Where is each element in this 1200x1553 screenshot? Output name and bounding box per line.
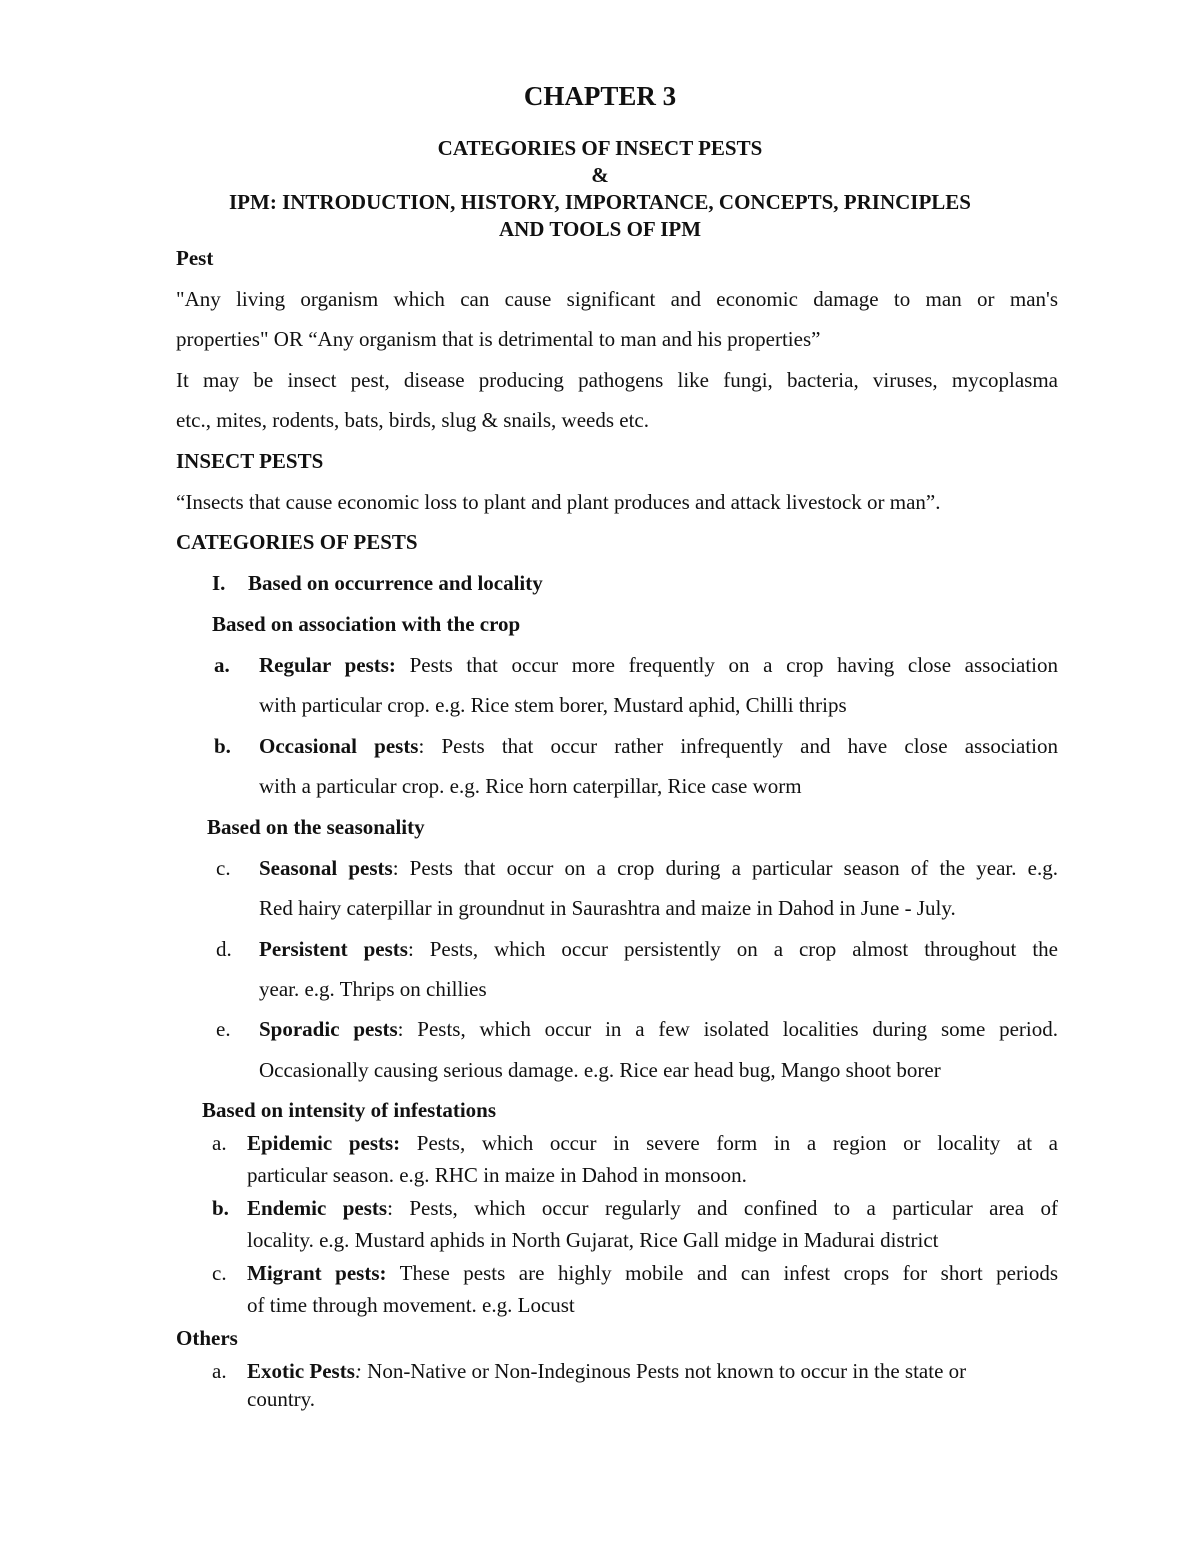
occasional-pests-term: Occasional pests <box>259 734 419 758</box>
intensity-heading: Based on intensity of infestations <box>202 1098 497 1122</box>
epidemic-pests-line-1 <box>247 1129 1058 1157</box>
categories-heading: CATEGORIES OF PESTS <box>176 530 418 554</box>
epidemic-pests-text: Pests, which occur in severe form in a region or locality at a <box>400 1131 1059 1155</box>
pest-description-line-2: etc., mites, rodents, bats, birds, slug & snails, weeds etc. <box>176 408 650 432</box>
epidemic-pests-term: Epidemic pests: <box>247 1131 401 1155</box>
list-marker: a. <box>214 653 230 677</box>
list-marker: d. <box>216 937 232 961</box>
list-marker: e. <box>216 1017 231 1041</box>
epidemic-pests-line-2: particular season. e.g. RHC in maize in Dahod in monsoon. <box>247 1163 747 1187</box>
section-marker: I. <box>212 571 226 595</box>
occasional-pests-line-1 <box>259 732 1058 760</box>
insect-pests-definition: “Insects that cause economic loss to plant and plant produces and attack livestock or man”. <box>176 490 941 514</box>
endemic-pests-term: Endemic pests <box>247 1196 388 1220</box>
persistent-pests-line-1 <box>259 935 1058 963</box>
exotic-pests-line-2: country. <box>247 1387 316 1411</box>
endemic-pests-line-2: locality. e.g. Mustard aphids in North Gujarat, Rice Gall midge in Madurai district <box>247 1228 939 1252</box>
occasional-pests-line-2: with a particular crop. e.g. Rice horn caterpillar, Rice case worm <box>259 774 802 798</box>
migrant-pests-term: Migrant pests: <box>247 1261 387 1285</box>
list-marker: c. <box>216 856 231 880</box>
migrant-pests-line-1 <box>247 1259 1058 1287</box>
list-marker: b. <box>212 1196 229 1220</box>
seasonal-pests-term: Seasonal pests <box>259 856 393 880</box>
sporadic-pests-text: : Pests, which occur in a few isolated localities during some period. <box>397 1017 1058 1041</box>
title-line-1: CATEGORIES OF INSECT PESTS <box>437 136 763 160</box>
list-marker: b. <box>214 734 231 758</box>
chapter-title: CHAPTER 3 <box>523 81 677 111</box>
list-marker: c. <box>212 1261 227 1285</box>
regular-pests-term: Regular pests: <box>259 653 396 677</box>
exotic-pests-term: Exotic Pests <box>247 1359 355 1383</box>
persistent-pests-line-2: year. e.g. Thrips on chillies <box>259 977 487 1001</box>
others-heading: Others <box>176 1326 238 1350</box>
regular-pests-text: Pests that occur more frequently on a crop having close association <box>395 653 1058 677</box>
association-heading: Based on association with the crop <box>212 612 521 636</box>
migrant-pests-line-2: of time through movement. e.g. Locust <box>247 1293 575 1317</box>
seasonal-pests-line-2: Red hairy caterpillar in groundnut in Saurashtra and maize in Dahod in June - July. <box>259 896 956 920</box>
endemic-pests-text: : Pests, which occur regularly and confined to a particular area of <box>387 1196 1058 1220</box>
seasonal-pests-line-1 <box>259 854 1058 882</box>
list-marker: a. <box>212 1359 227 1383</box>
sporadic-pests-line-2: Occasionally causing serious damage. e.g. Rice ear head bug, Mango shoot borer <box>259 1058 941 1082</box>
title-line-2: & <box>591 163 609 187</box>
pest-definition-line-2: properties" OR “Any organism that is detrimental to man and his properties” <box>176 327 821 351</box>
pest-heading: Pest <box>176 246 214 270</box>
occasional-pests-text: : Pests that occur rather infrequently and have close association <box>418 734 1059 758</box>
regular-pests-line-2: with particular crop. e.g. Rice stem borer, Mustard aphid, Chilli thrips <box>259 693 847 717</box>
persistent-pests-term: Persistent pests <box>259 937 408 961</box>
regular-pests-line-1 <box>259 651 1058 679</box>
sporadic-pests-term: Sporadic pests <box>259 1017 398 1041</box>
seasonality-heading: Based on the seasonality <box>207 815 425 839</box>
title-line-4: AND TOOLS OF IPM <box>498 217 702 241</box>
list-marker: a. <box>212 1131 227 1155</box>
exotic-pests-colon: : <box>354 1359 362 1383</box>
insect-pests-heading: INSECT PESTS <box>176 449 324 473</box>
endemic-pests-line-1 <box>247 1194 1058 1222</box>
pest-definition-line-1: "Any living organism which can cause significant and economic damage to man or man's <box>176 287 1058 311</box>
sporadic-pests-line-1 <box>259 1015 1058 1043</box>
seasonal-pests-text: : Pests that occur on a crop during a particular season of the year. e.g. <box>392 856 1058 880</box>
section-title: Based on occurrence and locality <box>248 571 543 595</box>
exotic-pests-text: Non-Native or Non-Indeginous Pests not known to occur in the state or <box>361 1359 967 1383</box>
title-line-3: IPM: INTRODUCTION, HISTORY, IMPORTANCE, CONCEPTS, PRINCIPLES <box>229 190 971 214</box>
persistent-pests-text: : Pests, which occur persistently on a crop almost throughout the <box>407 937 1058 961</box>
pest-description-line-1: It may be insect pest, disease producing pathogens like fungi, bacteria, viruses, mycoplasma <box>176 368 1058 392</box>
migrant-pests-text: These pests are highly mobile and can infest crops for short periods <box>386 1261 1058 1285</box>
exotic-pests-line-1 <box>247 1357 966 1385</box>
